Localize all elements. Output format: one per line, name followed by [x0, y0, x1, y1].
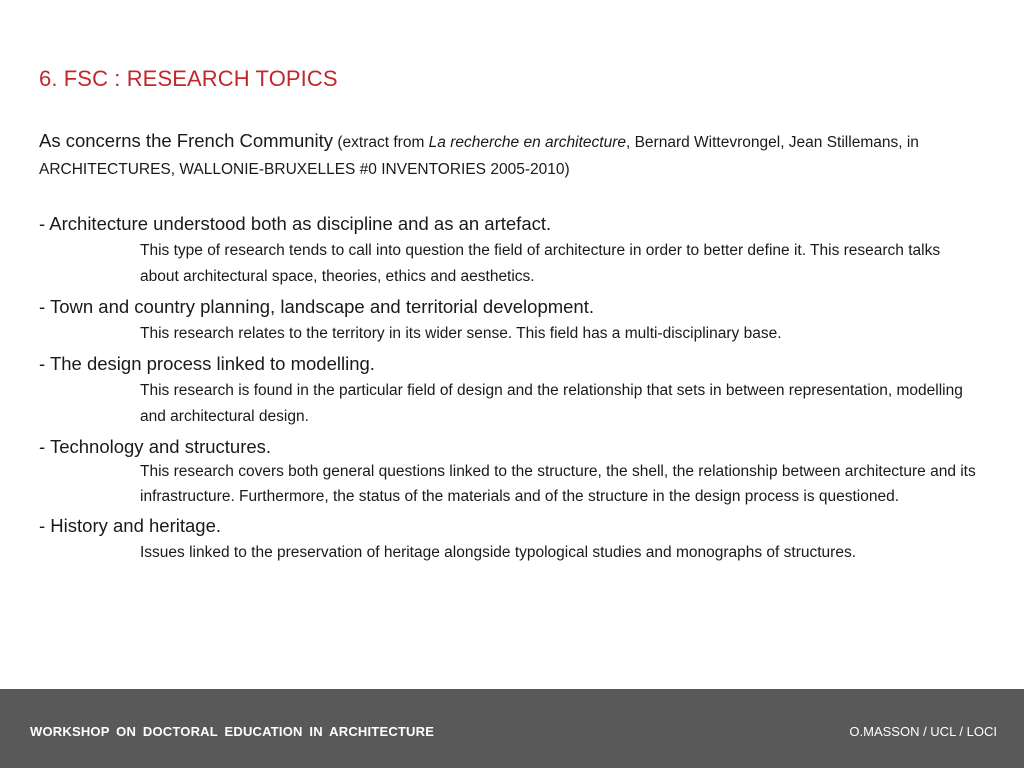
- topic-heading: - Town and country planning, landscape and territorial development.: [39, 296, 594, 317]
- intro-lead: As concerns the French Community: [39, 130, 334, 151]
- topic-body: This research is found in the particular field of design and the relationship that sets in between representation, modelling and architectural design.: [140, 382, 963, 425]
- topic-item: [39, 210, 989, 290]
- topic-body: This research covers both general questions linked to the structure, the shell, the relationship between architecture and its infrastructure. Furthermore, the status of the materials and of the structure in the design process is questioned.: [140, 463, 976, 505]
- source-suffix: , Bernard Wittevrongel, Jean Stillemans, in ARCHITECTURES, WALLONIE-BRUXELLES #0 INVENTORIES 2005-2010): [39, 134, 919, 178]
- intro-paragraph: [39, 127, 989, 183]
- topic-item: [39, 293, 989, 347]
- topic-heading: - The design process linked to modelling.: [39, 353, 375, 374]
- topic-heading: - History and heritage.: [39, 515, 222, 536]
- footer-workshop-title: WORKSHOP ON DOCTORAL EDUCATION IN ARCHITECTURE: [30, 724, 435, 739]
- slide-title: 6. FSC : RESEARCH TOPICS: [39, 66, 338, 91]
- source-title: La recherche en architecture: [428, 134, 626, 151]
- footer-author: O.MASSON / UCL / LOCI: [849, 724, 997, 739]
- topic-body: This research relates to the territory in its wider sense. This field has a multi-disciplinary base.: [140, 325, 782, 342]
- source-prefix: (extract from: [333, 134, 429, 151]
- topic-body: Issues linked to the preservation of heritage alongside typological studies and monographs of structures.: [140, 544, 857, 561]
- topic-item: [39, 433, 989, 509]
- topic-heading: - Technology and structures.: [39, 436, 272, 457]
- topic-heading: - Architecture understood both as discipline and as an artefact.: [39, 213, 552, 234]
- topics-list: [39, 210, 989, 569]
- topic-body: This type of research tends to call into question the field of architecture in order to better define it. This research talks about architectural space, theories, ethics and aesthetics.: [140, 242, 941, 285]
- footer-bar: [0, 689, 1024, 768]
- topic-item: [39, 512, 989, 566]
- topic-item: [39, 350, 989, 430]
